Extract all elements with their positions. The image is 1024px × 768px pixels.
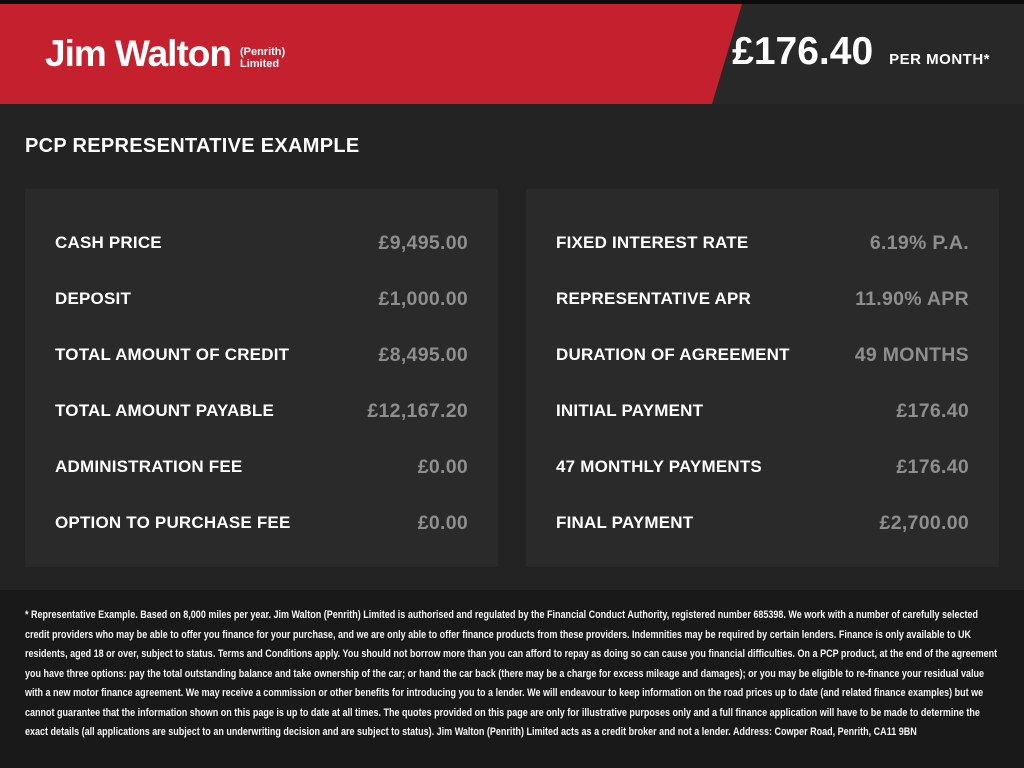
- row-value: 6.19% P.A.: [869, 231, 969, 254]
- row-label: OPTION TO PURCHASE FEE: [55, 513, 291, 532]
- row-value: £12,167.20: [367, 399, 468, 422]
- monthly-price-area: [732, 4, 990, 104]
- brand-suffix: [240, 46, 285, 70]
- finance-row-fixed-interest-rate: [556, 215, 969, 271]
- row-label: TOTAL AMOUNT PAYABLE: [55, 401, 275, 420]
- row-label: TOTAL AMOUNT OF CREDIT: [55, 345, 290, 364]
- row-value: £8,495.00: [378, 343, 468, 366]
- brand-logo: [45, 33, 285, 75]
- legal-disclaimer: * Representative Example. Based on 8,000 miles per year. Jim Walton (Penrith) Limited is authorised and regulated by the Financial Conduct Authority, registered number 685398. We work with a number of carefully selected credit providers who may be able to offer you finance for your purchase, and we are only able to offer finance products from these providers. Indemnities may be required by certain lenders. Finance is only available to UK residents, aged 18 or over, subject to status. Terms and Conditions apply. You should not borrow more than you can afford to repay as doing so can cause you financial difficulties. On a PCP product, at the end of the agreement you have three options: pay the total outstanding balance and take ownership of the car; or hand the car back (there may be a charge for excess mileage and damages); or you may be eligible to re-finance your residual value with a new motor finance agreement. We may receive a commission or other benefits for introducing you to a lender. We will endeavour to keep information on the road prices up to date (and related finance examples) but we cannot guarantee that the information shown on this page is up to date at all times. The quotes provided on this page are only for illustrative purposes only and a full finance application will have to be made to determine the exact details (all applications are subject to an underwriting decision and are subject to status). Jim Walton (Penrith) Limited acts as a credit broker and not a lender. Address: Cowper Road, Penrith, CA11 9BN: [25, 609, 998, 738]
- row-label: REPRESENTATIVE APR: [556, 289, 752, 308]
- row-label: 47 MONTHLY PAYMENTS: [556, 457, 762, 476]
- row-value: £9,495.00: [378, 231, 468, 254]
- brand-name: Jim Walton: [45, 33, 231, 74]
- row-label: INITIAL PAYMENT: [556, 401, 704, 420]
- finance-row-deposit: [55, 271, 468, 327]
- row-label: DEPOSIT: [55, 289, 132, 308]
- row-value: 49 MONTHS: [854, 343, 969, 366]
- row-label: DURATION OF AGREEMENT: [556, 345, 790, 364]
- finance-row-option-to-purchase-fee: [55, 495, 468, 551]
- row-value: £1,000.00: [378, 287, 468, 310]
- row-label: ADMINISTRATION FEE: [55, 457, 243, 476]
- row-value: £0.00: [417, 511, 468, 534]
- row-label: FIXED INTEREST RATE: [556, 233, 749, 252]
- finance-panel-left: [25, 189, 498, 567]
- row-value: £0.00: [417, 455, 468, 478]
- monthly-price: £176.40: [732, 30, 874, 73]
- finance-row-representative-apr: [556, 271, 969, 327]
- main-content: [0, 104, 1024, 590]
- row-value: 11.90% APR: [855, 287, 969, 310]
- finance-row-total-payable: [55, 383, 468, 439]
- finance-row-total-credit: [55, 327, 468, 383]
- page-title: PCP REPRESENTATIVE EXAMPLE: [25, 135, 360, 157]
- finance-row-initial-payment: [556, 383, 969, 439]
- row-label: CASH PRICE: [55, 233, 162, 252]
- row-value: £176.40: [896, 455, 969, 478]
- finance-row-final-payment: [556, 495, 969, 551]
- footer: [0, 590, 1024, 768]
- finance-row-duration: [556, 327, 969, 383]
- row-value: £176.40: [896, 399, 969, 422]
- brand-suffix-line1: (Penrith): [239, 45, 286, 58]
- monthly-price-inner: [732, 30, 990, 78]
- monthly-price-suffix: PER MONTH*: [889, 51, 990, 68]
- finance-row-monthly-payments: [556, 439, 969, 495]
- row-label: FINAL PAYMENT: [556, 513, 694, 532]
- header: [0, 4, 1024, 104]
- finance-row-admin-fee: [55, 439, 468, 495]
- finance-panel-right: [526, 189, 999, 567]
- finance-panels: [25, 189, 999, 567]
- row-value: £2,700.00: [879, 511, 969, 534]
- brand-suffix-line2: Limited: [239, 57, 280, 70]
- finance-row-cash-price: [55, 215, 468, 271]
